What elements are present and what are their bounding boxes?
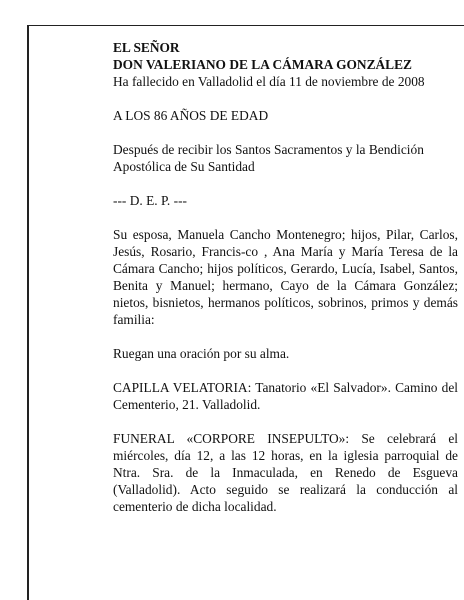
family-paragraph: Su esposa, Manuela Cancho Montenegro; hijos, Pilar, Carlos, Jesús, Rosario, Francis-co , Ana María y María Teresa de la Cámara Cancho; hijos políticos, Gerardo, Lucía, Isabel, Santos, Benita y Manuel; hermano, Cayo de la Cámara González; nietos, bisnietos, hermanos políticos, sobrinos, primos y demás familia: xyxy=(113,227,458,327)
title-line-1: EL SEÑOR xyxy=(113,40,180,55)
prayer-line: Ruegan una oración por su alma. xyxy=(113,346,290,361)
funeral-paragraph: FUNERAL «CORPORE INSEPULTO»: Se celebrará el miércoles, día 12, a las 12 horas, en la iglesia parroquial de Ntra. Sra. de la Inmaculada, en Renedo de Esgueva (Valladolid). Acto seguido se realizará la conducción al cementerio de dicha localidad. xyxy=(113,431,458,514)
obituary-notice xyxy=(113,39,458,515)
chapel-paragraph: CAPILLA VELATORIA: Tanatorio «El Salvador». Camino del Cementerio, 21. Valladolid. xyxy=(113,380,458,412)
death-line: Ha fallecido en Valladolid el día 11 de noviembre de 2008 xyxy=(113,74,425,89)
frame-left-border xyxy=(27,25,29,600)
dep-line: --- D. E. P. --- xyxy=(113,193,188,208)
frame-top-border xyxy=(27,25,464,26)
age-line: A LOS 86 AÑOS DE EDAD xyxy=(113,108,269,123)
sacraments-paragraph: Después de recibir los Santos Sacramentos y la Bendición Apostólica de Su Santidad xyxy=(113,142,424,174)
title-line-2: DON VALERIANO DE LA CÁMARA GONZÁLEZ xyxy=(113,57,412,72)
